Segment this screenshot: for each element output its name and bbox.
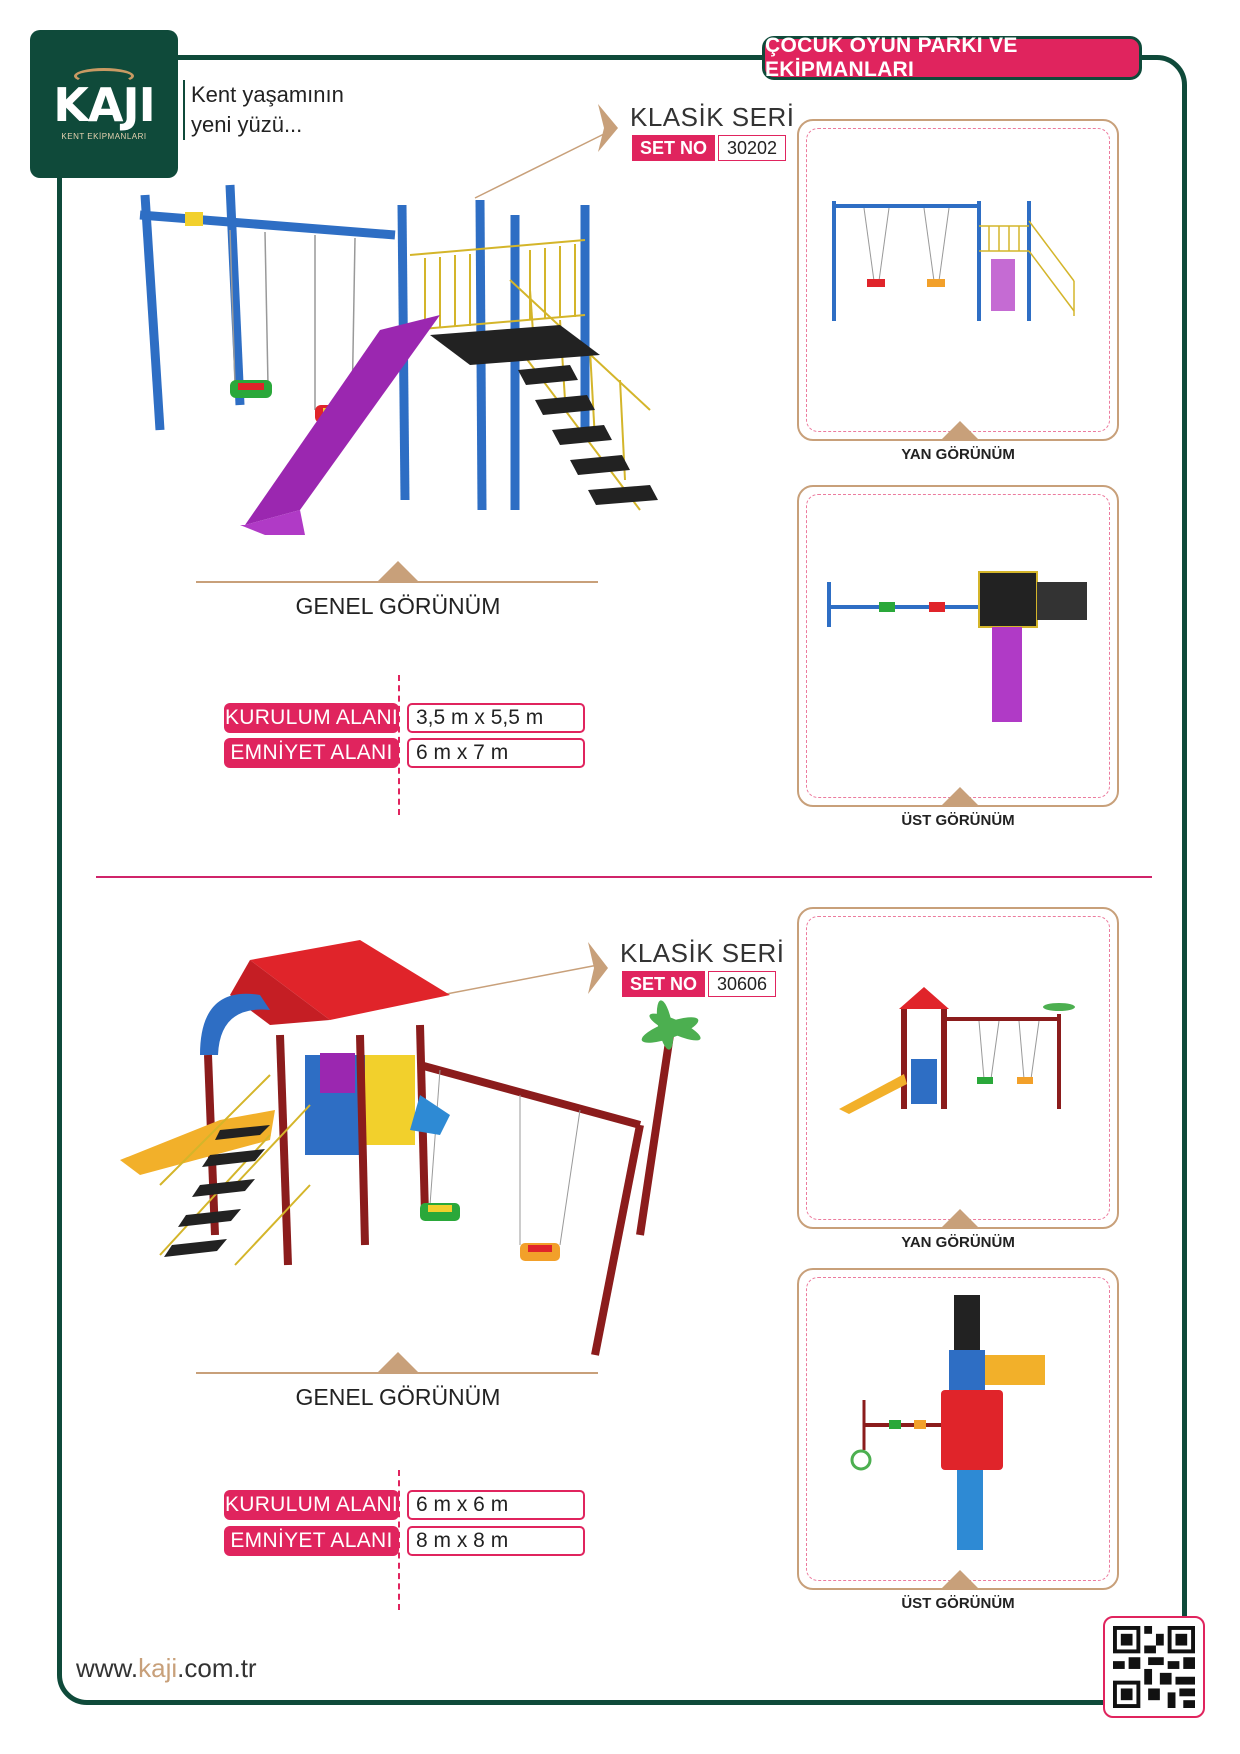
series-title-2: KLASİK SERİ: [620, 938, 785, 968]
safety-area-row-1: [224, 738, 585, 768]
top-view-box-1: [797, 485, 1119, 807]
caption-marker: [940, 1570, 980, 1590]
logo-text: KAJI: [53, 77, 155, 132]
category-badge: ÇOCUK OYUN PARKI VE EKİPMANLARI: [762, 36, 1142, 80]
qr-code-icon[interactable]: [1103, 1616, 1205, 1718]
general-view-caption-2: GENEL GÖRÜNÜM: [295, 1384, 501, 1410]
install-area-label: KURULUM ALANI: [224, 1490, 399, 1520]
install-area-row-1: [224, 703, 585, 733]
safety-area-label: EMNİYET ALANI: [224, 738, 399, 768]
install-area-value: 6 m x 6 m: [407, 1490, 585, 1520]
tagline-line-1: Kent yaşamının: [191, 82, 344, 107]
caption-line: [196, 581, 598, 583]
safety-area-row-2: [224, 1526, 585, 1556]
set-no-value: 30606: [708, 971, 776, 997]
caption-line: [196, 1372, 598, 1374]
caption-marker: [940, 1209, 980, 1229]
caption-marker: [378, 561, 418, 581]
top-view-caption-2: ÜST GÖRÜNÜM: [901, 1595, 1015, 1612]
section-separator: [96, 876, 1152, 878]
set-no-label: SET NO: [632, 135, 715, 161]
logo-subtitle: KENT EKİPMANLARI: [61, 131, 147, 141]
web-suffix: .com.tr: [177, 1653, 257, 1683]
qr-pattern: [1113, 1626, 1195, 1708]
general-view-caption-1: GENEL GÖRÜNÜM: [295, 593, 501, 619]
install-area-row-2: [224, 1490, 585, 1520]
top-view-caption-1: ÜST GÖRÜNÜM: [901, 812, 1015, 829]
top-view-box-2: [797, 1268, 1119, 1590]
web-prefix: www.: [76, 1653, 139, 1683]
side-view-caption-1: YAN GÖRÜNÜM: [901, 446, 1015, 463]
set-no-value: 30202: [718, 135, 786, 161]
safety-area-value: 8 m x 8 m: [407, 1526, 585, 1556]
website-link[interactable]: [76, 1653, 257, 1684]
safety-area-value: 6 m x 7 m: [407, 738, 585, 768]
caption-marker: [378, 1352, 418, 1372]
side-view-box-2: [797, 907, 1119, 1229]
playground-general-view-1: [130, 180, 690, 580]
caption-marker: [940, 421, 980, 441]
top-view-drawing-1: [824, 572, 1104, 732]
web-brand: kaji: [138, 1653, 178, 1683]
side-view-drawing-1: [829, 191, 1089, 341]
series-title-1: KLASİK SERİ: [630, 102, 795, 132]
set-no-label: SET NO: [622, 971, 705, 997]
tagline-line-2: yeni yüzü...: [191, 112, 303, 137]
caption-marker: [940, 787, 980, 807]
install-area-label: KURULUM ALANI: [224, 703, 399, 733]
top-view-drawing-2: [849, 1290, 1079, 1580]
side-view-drawing-2: [819, 979, 1109, 1139]
playground-general-view-2: [120, 935, 720, 1365]
install-area-value: 3,5 m x 5,5 m: [407, 703, 585, 733]
side-view-box-1: [797, 119, 1119, 441]
side-view-caption-2: YAN GÖRÜNÜM: [901, 1234, 1015, 1251]
safety-area-label: EMNİYET ALANI: [224, 1526, 399, 1556]
